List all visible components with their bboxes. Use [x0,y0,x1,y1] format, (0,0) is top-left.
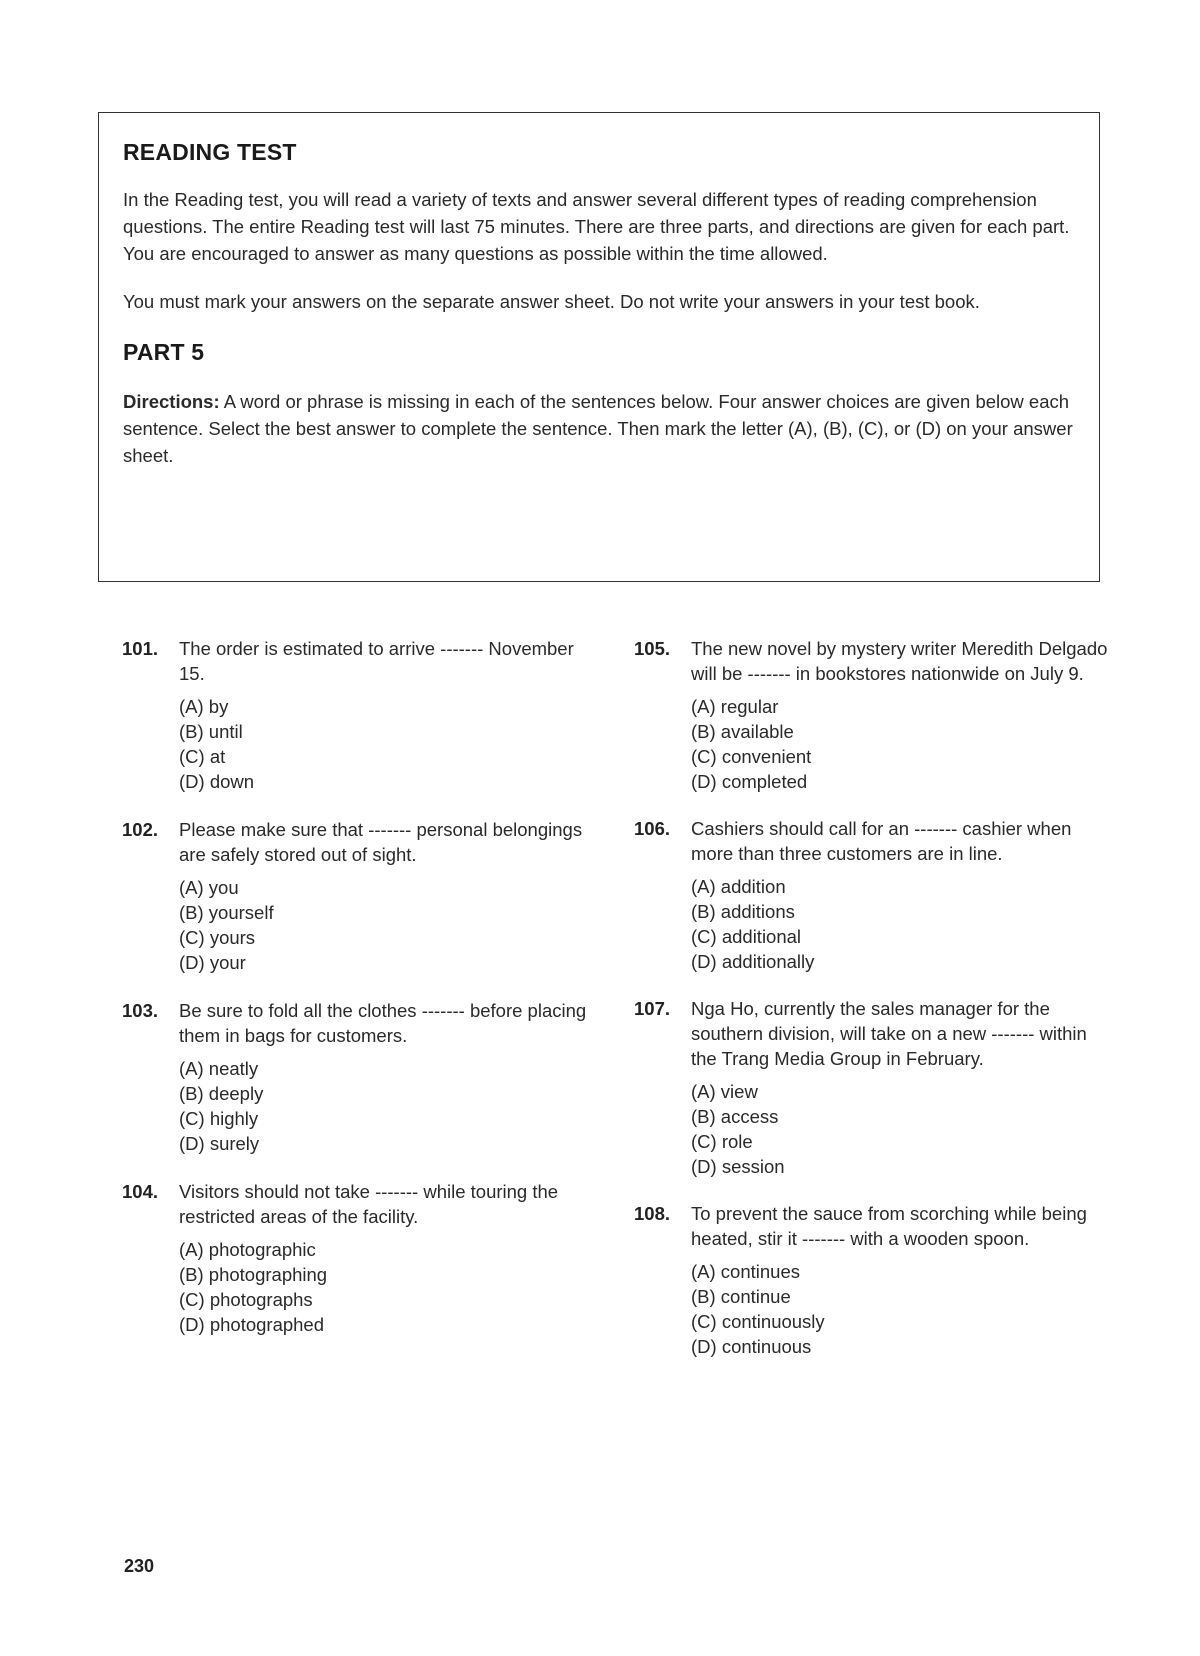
option-b[interactable]: (B) additions [691,901,795,922]
directions [123,388,1075,469]
option-b[interactable]: (B) available [691,721,794,742]
option-d[interactable]: (D) photographed [179,1314,325,1335]
answer-options [179,1237,592,1337]
option-a[interactable]: (A) continues [691,1261,800,1282]
question-number: 108. [634,1203,671,1224]
option-b[interactable]: (B) yourself [179,902,274,923]
option-a[interactable]: (A) view [691,1081,758,1102]
question-106 [634,816,1114,974]
option-c[interactable]: (C) role [691,1131,753,1152]
question-number: 103. [122,1000,159,1021]
option-c[interactable]: (C) highly [179,1108,259,1129]
option-a[interactable]: (A) by [179,696,229,717]
option-d[interactable]: (D) down [179,771,255,792]
question-stem: Be sure to fold all the clothes ------- before placing them in bags for customers. [179,1000,587,1046]
option-d[interactable]: (D) your [179,952,246,973]
questions-column-right [634,636,1114,1381]
question-stem: To prevent the sauce from scorching while being heated, stir it ------- with a wooden spoon. [691,1203,1087,1249]
option-a[interactable]: (A) addition [691,876,786,897]
question-stem: Visitors should not take ------- while touring the restricted areas of the facility. [179,1181,559,1227]
option-b[interactable]: (B) access [691,1106,779,1127]
intro-paragraph: In the Reading test, you will read a variety of texts and answer several different types of reading comprehension questions. The entire Reading test will last 75 minutes. There are three parts, and directions are given for each part. You are encouraged to answer as many questions as possible within the time allowed. [123,189,1070,264]
option-c[interactable]: (C) continuously [691,1311,825,1332]
question-number: 102. [122,819,159,840]
question-number: 101. [122,638,159,659]
instructions-box [98,112,1100,582]
answer-options [179,694,592,794]
directions-text: A word or phrase is missing in each of the sentences below. Four answer choices are given below each sentence. Select the best answer to complete the sentence. Then mark the letter (A), (B), (C), or (D) on your answer sheet. [123,391,1073,466]
questions-column-left [122,636,592,1360]
option-a[interactable]: (A) regular [691,696,779,717]
option-b[interactable]: (B) photographing [179,1264,328,1285]
option-c[interactable]: (C) photographs [179,1289,313,1310]
question-107 [634,996,1114,1179]
answer-options [691,694,1114,794]
option-c[interactable]: (C) at [179,746,226,767]
answer-options [691,874,1114,974]
question-number: 105. [634,638,671,659]
question-number: 107. [634,998,671,1019]
option-b[interactable]: (B) until [179,721,243,742]
option-d[interactable]: (D) continuous [691,1336,812,1357]
question-stem: Please make sure that ------- personal belongings are safely stored out of sight. [179,819,583,865]
question-number: 104. [122,1181,159,1202]
option-a[interactable]: (A) you [179,877,239,898]
question-stem: Nga Ho, currently the sales manager for the southern division, will take on a new ------- within the Trang Media Group in February. [691,998,1087,1069]
option-d[interactable]: (D) session [691,1156,785,1177]
page-number: 230 [124,1556,155,1576]
option-a[interactable]: (A) neatly [179,1058,259,1079]
option-c[interactable]: (C) additional [691,926,802,947]
question-stem: The order is estimated to arrive ------- November 15. [179,638,574,684]
question-105 [634,636,1114,794]
option-c[interactable]: (C) convenient [691,746,812,767]
question-108 [634,1201,1114,1359]
question-stem: Cashiers should call for an ------- cashier when more than three customers are in line. [691,818,1072,864]
question-104 [122,1179,592,1337]
question-number: 106. [634,818,671,839]
answer-options [691,1079,1114,1179]
option-d[interactable]: (D) completed [691,771,808,792]
directions-label: Directions: [123,391,220,412]
answer-options [691,1259,1114,1359]
page-title: READING TEST [123,139,297,165]
question-101 [122,636,592,794]
option-c[interactable]: (C) yours [179,927,256,948]
question-103 [122,998,592,1156]
option-d[interactable]: (D) additionally [691,951,815,972]
answer-options [179,875,592,975]
option-a[interactable]: (A) photographic [179,1239,316,1260]
option-d[interactable]: (D) surely [179,1133,260,1154]
option-b[interactable]: (B) continue [691,1286,791,1307]
answer-sheet-note: You must mark your answers on the separate answer sheet. Do not write your answers in your test book. [123,291,980,312]
answer-options [179,1056,592,1156]
question-stem: The new novel by mystery writer Meredith Delgado will be ------- in bookstores nationwide on July 9. [691,638,1108,684]
option-b[interactable]: (B) deeply [179,1083,264,1104]
part-title: PART 5 [123,339,205,365]
question-102 [122,817,592,975]
